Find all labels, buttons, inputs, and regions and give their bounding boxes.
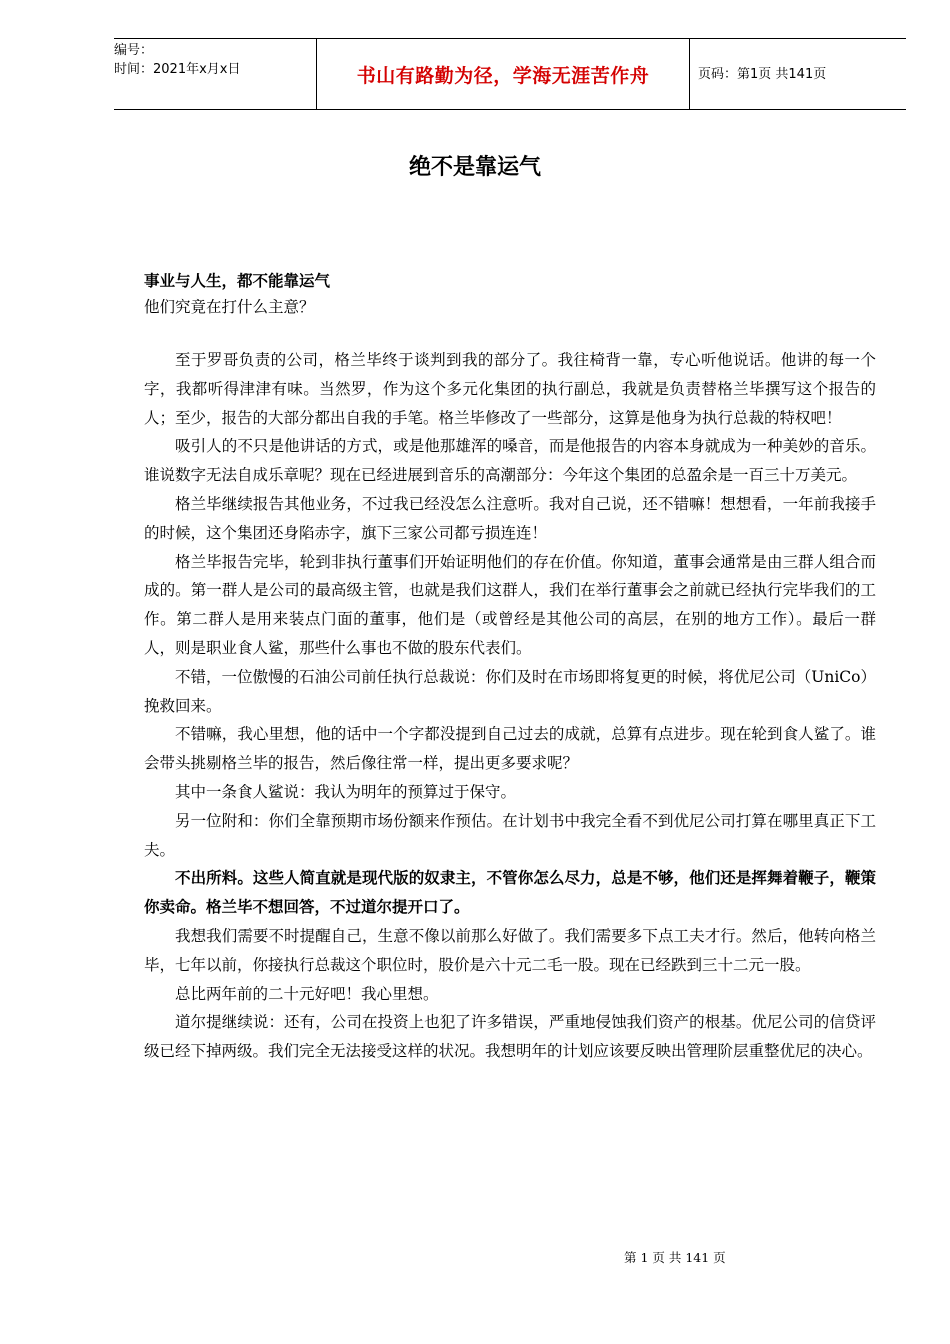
body-paragraph: 吸引人的不只是他讲话的方式，或是他那雄浑的嗓音，而是他报告的内容本身就成为一种美妙的音乐。谁说数字无法自成乐章呢？现在已经进展到音乐的高潮部分：今年这个集团的总盈余是一百三十万美元。 (144, 437, 876, 485)
document-title: 绝不是靠运气 (408, 155, 541, 180)
body-paragraph: 不出所料。这些人简直就是现代版的奴隶主，不管你怎么尽力，总是不够，他们还是挥舞着鞭子，鞭策你卖命。格兰毕不想回答，不过道尔提开口了。 (144, 869, 876, 917)
body-paragraph: 另一位附和：你们全靠预期市场份额来作预估。在计划书中我完全看不到优尼公司打算在哪里真正下工夫。 (144, 811, 876, 859)
body-paragraph: 其中一条食人鲨说：我认为明年的预算过于保守。 (175, 782, 517, 801)
header-motto-cell (316, 39, 690, 109)
body-paragraph: 格兰毕报告完毕，轮到非执行董事们开始证明他们的存在价值。你知道，董事会通常是由三群人组合而成的。第一群人是公司的最高级主管，也就是我们这群人，我们在举行董事会之前就已经执行完毕我们的工作。第二群人是用来装点门面的董事，他们是（或曾经是其他公司的高层，在别的地方工作）。最后一群人，则是职业食人鲨，那些什么事也不做的股东代表们。 (144, 552, 876, 657)
section-subheading: 他们究竟在打什么主意？ (144, 298, 315, 316)
section-heading: 事业与人生，都不能靠运气 (144, 272, 331, 290)
document-body (144, 268, 876, 1066)
body-paragraph: 至于罗哥负责的公司，格兰毕终于谈判到我的部分了。我往椅背一靠，专心听他说话。他讲的每一个字，我都听得津津有味。当然罗，作为这个多元化集团的执行副总，我就是负责替格兰毕撰写这个报告的人；至少，报告的大部分都出自我的手笔。格兰毕修改了一些部分，这算是他身为执行总裁的特权吧！ (144, 351, 876, 427)
body-paragraph: 总比两年前的二十元好吧！我心里想。 (175, 984, 439, 1003)
page-header (114, 38, 906, 110)
header-meta (114, 39, 314, 109)
body-paragraph: 格兰毕继续报告其他业务，不过我已经没怎么注意听。我对自己说，还不错嘛！想想看，一年前我接手的时候，这个集团还身陷赤字，旗下三家公司都亏损连连！ (144, 494, 876, 542)
header-page-info: 页码：第1页 共141页 (698, 66, 827, 82)
body-paragraph: 不错，一位傲慢的石油公司前任执行总裁说：你们及时在市场即将复更的时候，将优尼公司（UniCo）挽救回来。 (144, 667, 876, 715)
document-number: 编号： (114, 43, 154, 58)
page-footer: 第 1 页 共 141 页 (624, 1250, 726, 1265)
header-motto: 书山有路勤为径，学海无涯苦作舟 (356, 64, 650, 87)
body-paragraph: 不错嘛，我心里想，他的话中一个字都没提到自己过去的成就，总算有点进步。现在轮到食人鲨了。谁会带头挑剔格兰毕的报告，然后像往常一样，提出更多要求呢？ (144, 725, 876, 773)
body-paragraph: 我想我们需要不时提醒自己，生意不像以前那么好做了。我们需要多下点工夫才行。然后，他转向格兰毕，七年以前，你接执行总裁这个职位时，股价是六十元二毛一股。现在已经跌到三十二元一股。 (144, 926, 876, 974)
header-page-cell (690, 39, 906, 109)
paragraph-list (144, 346, 876, 1066)
document-time: 时间：2021年x月x日 (114, 62, 241, 77)
body-paragraph: 道尔提继续说：还有，公司在投资上也犯了许多错误，严重地侵蚀我们资产的根基。优尼公司的信贷评级已经下掉两级。我们完全无法接受这样的状况。我想明年的计划应该要反映出管理阶层重整优尼的决心。 (144, 1013, 876, 1061)
